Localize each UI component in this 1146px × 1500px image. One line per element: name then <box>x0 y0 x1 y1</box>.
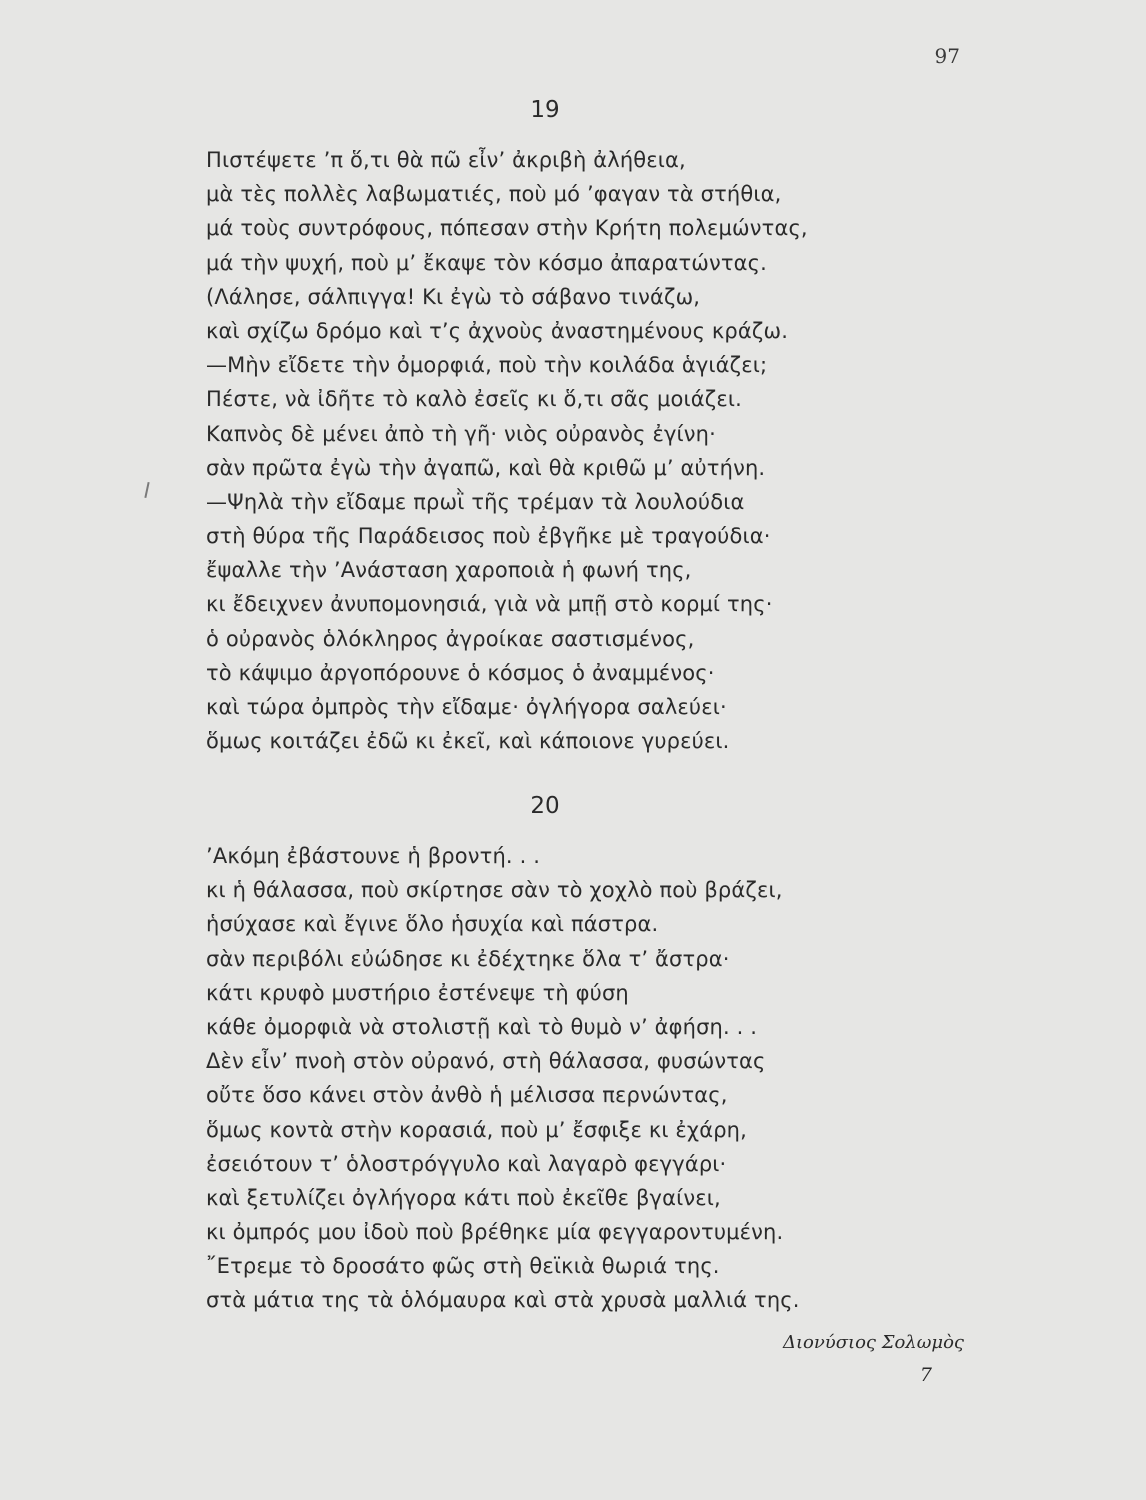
poem-line: τὸ κάψιμο ἀργοπόρουνε ὁ κόσμος ὁ ἀναμμένος· <box>206 660 715 685</box>
poem-section-19 <box>206 143 808 758</box>
poem-line: Πιστέψετε ’π ὅ,τι θὰ πῶ εἶν’ ἀκριβὴ ἀλήθεια, <box>206 148 686 172</box>
poem-line: ὅμως κοντὰ στὴν κορασιά, ποὺ μ’ ἔσφιξε κι ἐχάρη, <box>206 1117 747 1142</box>
poem-line: στὴ θύρα τῆς Παράδεισος ποὺ ἐβγῆκε μὲ τραγούδια· <box>206 524 771 549</box>
poem-line: μὰ τὲς πολλὲς λαβωματιές, ποὺ μό ’φαγαν τὰ στήθια, <box>206 182 782 207</box>
poem-line: σὰν πρῶτα ἐγὼ τὴν ἀγαπῶ, καὶ θὰ κριθῶ μ’ αὐτήνη. <box>206 455 766 480</box>
poem-line: ἐσειότουν τ’ ὁλοστρόγγυλο καὶ λαγαρὸ φεγγάρι· <box>206 1151 727 1176</box>
poem-line: μά τοὺς συντρόφους, πόπεσαν στὴν Κρήτη πολεμώντας, <box>206 216 808 241</box>
poem-line: Δὲν εἶν’ πνοὴ στὸν οὐρανό, στὴ θάλασσα, φυσώντας <box>206 1049 766 1074</box>
margin-mark <box>144 482 149 498</box>
poem-section-20 <box>206 839 800 1318</box>
poem-line: —Μὴν εἴδετε τὴν ὀμορφιά, ποὺ τὴν κοιλάδα ἁγιάζει; <box>206 353 768 378</box>
page-number: 97 <box>934 44 960 68</box>
poem-line: στὰ μάτια της τὰ ὁλόμαυρα καὶ στὰ χρυσὰ μαλλιά της. <box>206 1288 800 1313</box>
poem-line: καὶ σχίζω δρόμο καὶ τ’ς ἀχνοὺς ἀναστημένους κράζω. <box>206 318 789 343</box>
poem-line: (Λάλησε, σάλπιγγα! Κι ἐγὼ τὸ σάβανο τινάζω, <box>206 284 701 309</box>
poem-line: —Ψηλὰ τὴν εἴδαμε πρωῒ τῆς τρέμαν τὰ λουλούδια <box>206 489 745 514</box>
poem-line: καὶ ξετυλίζει ὀγλήγορα κάτι ποὺ ἐκεῖθε βγαίνει, <box>206 1185 721 1210</box>
signature-number: 7 <box>919 1364 932 1386</box>
poem-line: κι ἔδειχνεν ἀνυπομονησιά, γιὰ νὰ μπῇ στὸ κορμί της· <box>206 592 773 617</box>
poem-line: ὅμως κοιτάζει ἐδῶ κι ἐκεῖ, καὶ κάποιονε γυρεύει. <box>206 729 730 754</box>
section-number-20: 20 <box>530 793 560 819</box>
poem-line: κάθε ὀμορφιὰ νὰ στολιστῇ καὶ τὸ θυμὸ ν’ ἀφήση. . . <box>206 1014 758 1039</box>
poem-line: καὶ τώρα ὀμπρὸς τὴν εἴδαμε· ὀγλήγορα σαλεύει· <box>206 695 727 719</box>
poem-line: ’Ακόμη ἐβάστουνε ἡ βροντή. . . <box>206 844 541 868</box>
poem-line: κι ἡ θάλασσα, ποὺ σκίρτησε σὰν τὸ χοχλὸ ποὺ βράζει, <box>206 878 783 903</box>
poem-line: κι ὀμπρός μου ἰδοὺ ποὺ βρέθηκε μία φεγγαροντυμένη. <box>206 1220 784 1245</box>
poem-line: ὁ οὐρανὸς ὁλόκληρος ἀγροίκαε σαστισμένος, <box>206 626 695 651</box>
poem-line: Καπνὸς δὲ μένει ἀπὸ τὴ γῆ· νιὸς οὐρανὸς ἐγίνη· <box>206 421 716 446</box>
poem-line: Πέστε, νὰ ἰδῆτε τὸ καλὸ ἐσεῖς κι ὅ,τι σᾶς μοιάζει. <box>206 387 742 412</box>
poem-line: ῎Ετρεμε τὸ δροσάτο φῶς στὴ θεϊκιὰ θωριά της. <box>206 1254 720 1279</box>
section-number-19: 19 <box>530 97 560 123</box>
poem-line: μά τὴν ψυχή, ποὺ μ’ ἔκαψε τὸν κόσμο ἀπαρατώντας. <box>206 250 767 275</box>
author-signature: Διονύσιος Σολωμὸς <box>782 1332 964 1353</box>
poem-line: ἔψαλλε τὴν ’Ανάσταση χαροποιὰ ἡ φωνή της, <box>206 558 692 583</box>
poem-line: σὰν περιβόλι εὐώδησε κι ἐδέχτηκε ὅλα τ’ ἄστρα· <box>206 946 730 971</box>
poem-line: οὔτε ὅσο κάνει στὸν ἀνθὸ ἡ μέλισσα περνώντας, <box>206 1083 728 1108</box>
poem-line: κάτι κρυφὸ μυστήριο ἐστένεψε τὴ φύση <box>206 980 629 1005</box>
poem-line: ἡσύχασε καὶ ἔγινε ὅλο ἡσυχία καὶ πάστρα. <box>206 912 659 937</box>
